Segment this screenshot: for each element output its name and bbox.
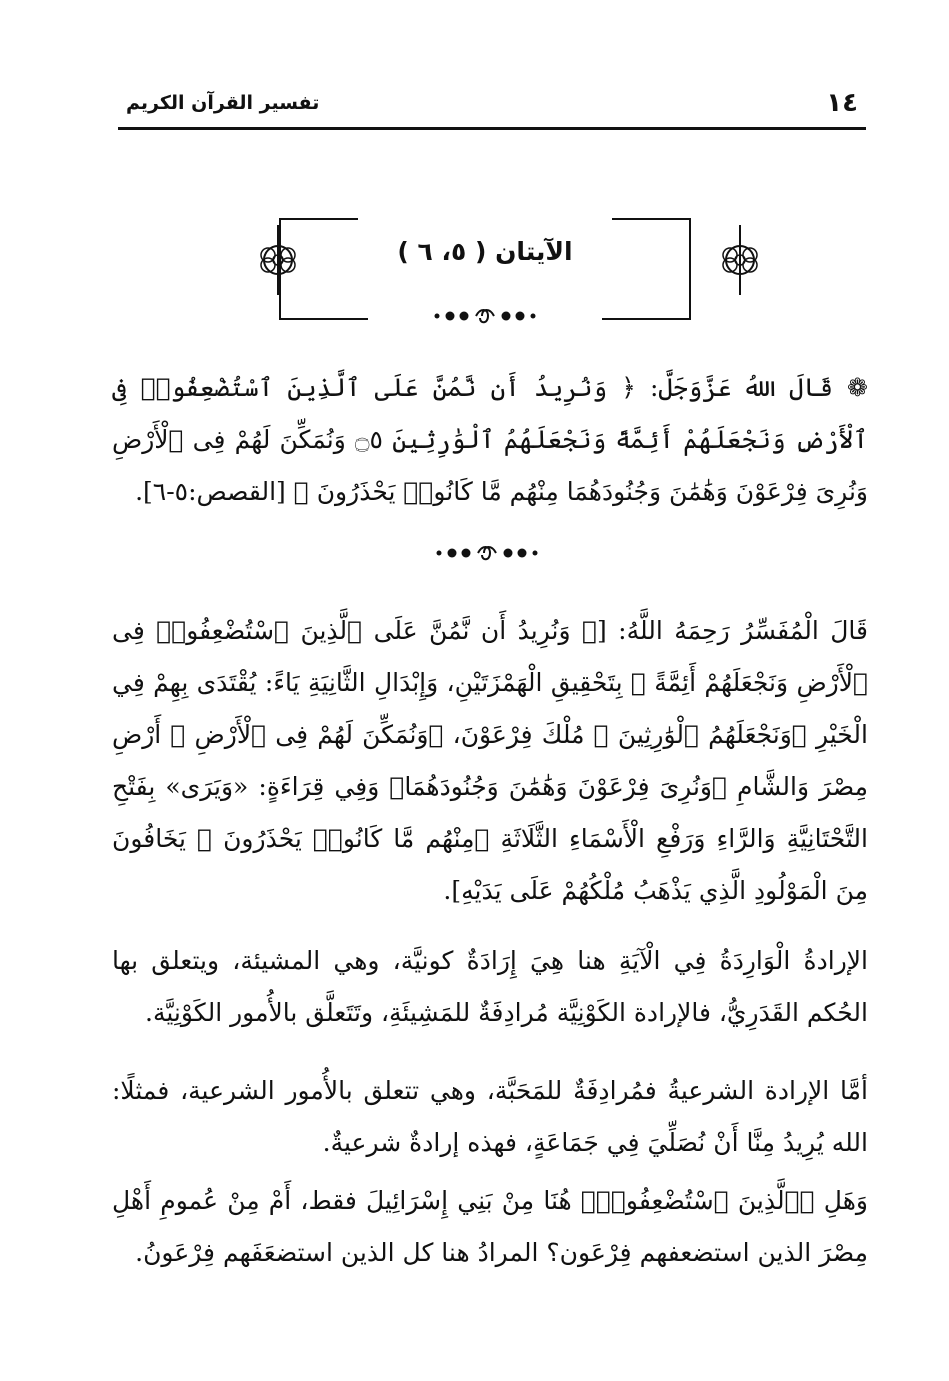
section-title: الآيتان ( ٥، ٦ ) [397, 237, 573, 266]
commentary-paragraph: قَالَ الْمُفَسِّرُ رَحِمَهُ اللَّهُ: [﴿ وَنُرِيدُ أَن نَّمُنَّ عَلَى ٱلَّذِينَ ٱسْتُضْعِفُوا۟ فِى ٱلْأَرْضِ وَنَجْعَلَهُمْ أَئِمَّةً ﴾ بِتَحْقِيقِ الْهَمْزَتَيْنِ، وَإِبْدَالِ الثَّانِيَةِ يَاءً: يُقْتَدَى بِهِمْ فِي الْخَيْرِ ﴿وَنَجْعَلَهُمُ ٱلْوَٰرِثِينَ ﴾ مُلْكَ فِرْعَوْنَ، ﴿وَنُمَكِّنَ لَهُمْ فِى ٱلْأَرْضِ ﴾ أَرْضِ مِصْرَ وَالشَّامِ ﴿وَنُرِىَ فِرْعَوْنَ وَهَٰمَٰنَ وَجُنُودَهُمَا﴾ وَفِي قِرَاءَةٍ: «وَيَرَى» بِفَتْحِ التَّحْتَانِيَّةِ وَالرَّاءِ وَرَفْعِ الْأَسْمَاءِ الثَّلَاثَةِ ﴿مِنْهُم مَّا كَانُوا۟ يَحْذَرُونَ ﴾ يَخَافُونَ مِنَ الْمَوْلُودِ الَّذِي يَذْهَبُ مُلْكُهُمْ عَلَى يَدَيْهِ]. [112, 616, 868, 905]
book-title: تفسير القرآن الكريم [126, 92, 320, 114]
section-title-frame [278, 215, 692, 323]
body-paragraph: وَهَلِ ﴿ٱلَّذِينَ ٱسْتُضْعِفُوا۟﴾ هُنَا مِنْ بَنِي إِسْرَائِيلَ فقط، أَمْ مِنْ عُمومِ أَهْلِ مِصْرَ الذين استضعفهم فِرْعَون؟ المرادُ هنا كل الذين استضعَفَهم فِرْعَونُ. [112, 1186, 868, 1267]
body-paragraph: الإرادةُ الْوَارِدَةُ فِي الْآيَةِ هنا هِيَ إِرَادَةٌ كونيَّة، وهي المشيئة، ويتعلق بها الحُكم القَدَرِيُّ، فالإرادة الكَوْنِيَّة مُرادِفَةٌ للمَشِيئَةِ، وتَتَعلَّق بالأُمور الكَوْنِيَّة. [112, 946, 868, 1027]
dots-divider-icon [434, 544, 540, 566]
header-rule [118, 127, 866, 130]
body-paragraph: أمَّا الإرادة الشرعيةُ فمُرادِفَةٌ للمَحَبَّة، وهي تتعلق بالأُمور الشرعية، فمثلًا: الله يُرِيدُ مِنَّا أَنْ نُصَلِّيَ فِي جَمَاعَةٍ، فهذه إرادةٌ شرعيةٌ. [112, 1076, 868, 1157]
page-number: ١٤ [826, 88, 858, 118]
verse-text: ❁ قَالَ اللهُ عَزَّوَجَلَّ: ﴿ وَنُرِيدُ أَن نَّمُنَّ عَلَى ٱلَّذِينَ ٱسْتُضْعِفُوا۟ فِى ٱلْأَرْضِ وَنَجْعَلَهُمْ أَئِمَّةً وَنَجْعَلَهُمُ ٱلْوَٰرِثِينَ ۝٥ وَنُمَكِّنَ لَهُمْ فِى ٱلْأَرْضِ وَنُرِىَ فِرْعَوْنَ وَهَٰمَٰنَ وَجُنُودَهُمَا مِنْهُم مَّا كَانُوا۟ يَحْذَرُونَ ﴾ [القصص:٥-٦]. [112, 373, 869, 506]
page-header [118, 86, 868, 130]
